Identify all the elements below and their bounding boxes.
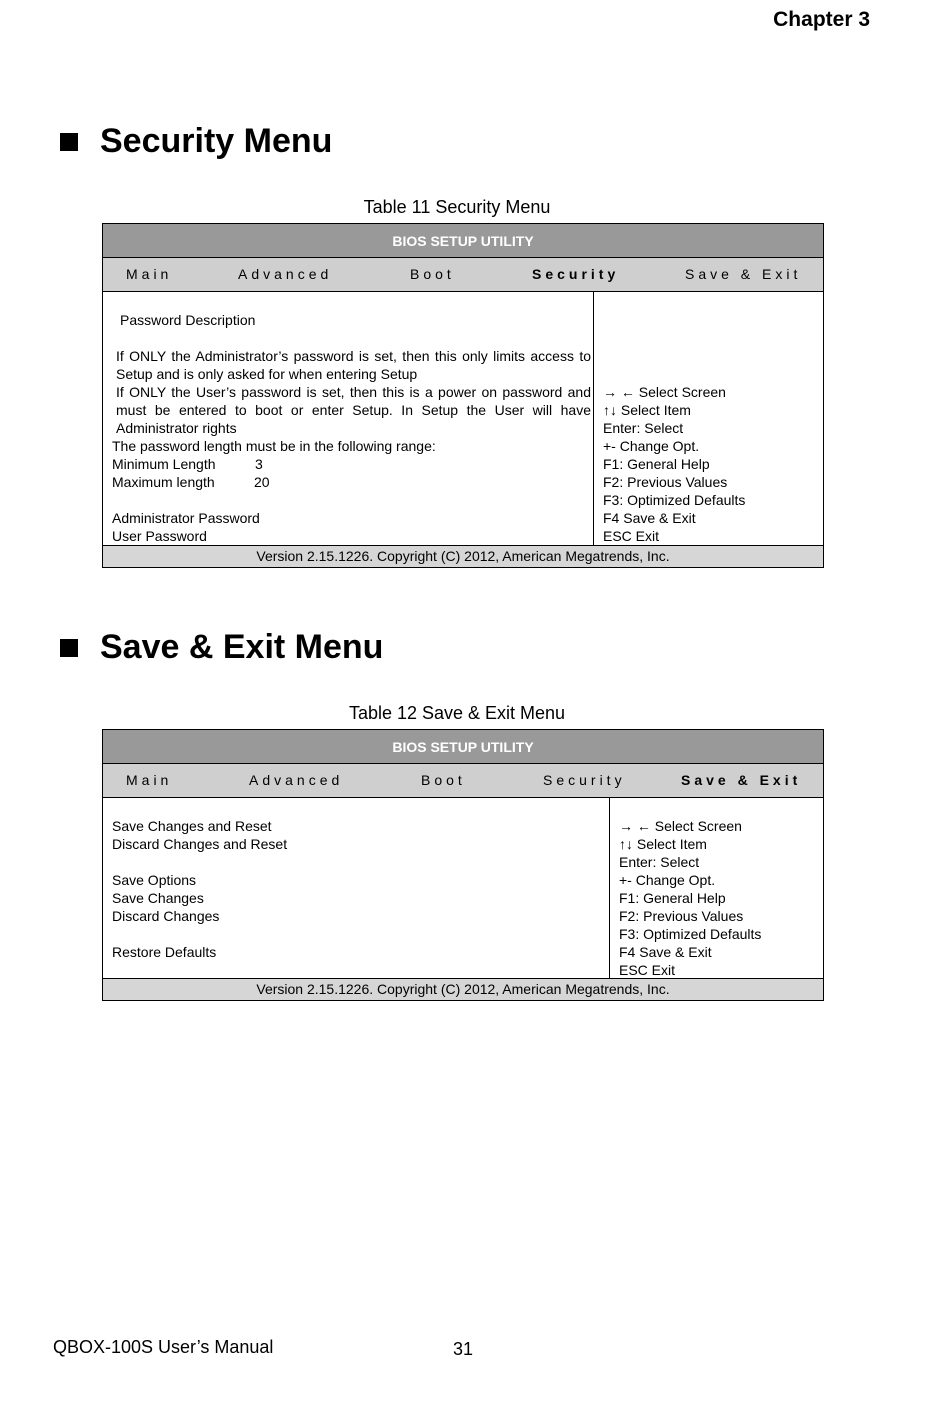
min-length-label: Minimum Length xyxy=(112,456,216,472)
save-exit-body xyxy=(103,798,823,979)
square-bullet-icon xyxy=(60,133,78,151)
help-general-help: F1: General Help xyxy=(619,890,726,906)
password-range-text: The password length must be in the following range: xyxy=(112,438,436,454)
security-bios-table xyxy=(102,223,824,568)
bios-version-footer: Version 2.15.1226. Copyright (C) 2012, American Megatrends, Inc. xyxy=(103,546,823,567)
security-body xyxy=(103,292,823,546)
discard-changes-item[interactable]: Discard Changes xyxy=(112,908,220,924)
tab-advanced[interactable]: Advanced xyxy=(238,266,333,282)
help-select-screen: → ← Select Screen xyxy=(603,384,726,400)
security-table-caption: Table 11 Security Menu xyxy=(363,197,551,217)
help-save-exit: F4 Save & Exit xyxy=(603,510,696,526)
discard-changes-and-reset-item[interactable]: Discard Changes and Reset xyxy=(112,836,288,852)
save-exit-table-caption: Table 12 Save & Exit Menu xyxy=(348,703,566,723)
panel-divider xyxy=(593,292,594,545)
user-password-desc-line2: must be entered to boot or enter Setup. In Setup the User will have xyxy=(116,402,591,418)
bios-title-bar: BIOS SETUP UTILITY xyxy=(103,730,823,764)
help-general-help: F1: General Help xyxy=(603,456,710,472)
help-change-opt: +- Change Opt. xyxy=(603,438,700,454)
save-options-heading: Save Options xyxy=(112,872,197,888)
user-password-desc-line3: Administrator rights xyxy=(116,420,237,436)
help-select-item: ↑↓ Select Item xyxy=(619,836,707,852)
help-enter-select: Enter: Select xyxy=(619,854,700,870)
manual-name: QBOX-100S User’s Manual xyxy=(53,1337,274,1357)
admin-password-desc-line1: If ONLY the Administrator’s password is set, then this only limits access to xyxy=(116,348,591,364)
user-password-item[interactable]: User Password xyxy=(112,528,207,544)
help-save-exit: F4 Save & Exit xyxy=(619,944,712,960)
max-length-label: Maximum length xyxy=(112,474,215,490)
help-optimized-defaults: F3: Optimized Defaults xyxy=(619,926,762,942)
password-description-heading: Password Description xyxy=(120,312,256,328)
help-change-opt: +- Change Opt. xyxy=(619,872,716,888)
security-section-title xyxy=(60,122,332,161)
bios-tab-bar xyxy=(103,764,823,798)
tab-save-exit[interactable]: Save & Exit xyxy=(681,772,802,788)
tab-advanced[interactable]: Advanced xyxy=(249,772,344,788)
page-number: 31 xyxy=(453,1339,474,1359)
bios-tab-bar xyxy=(103,258,823,292)
bios-title-bar: BIOS SETUP UTILITY xyxy=(103,224,823,258)
bios-version-footer: Version 2.15.1226. Copyright (C) 2012, American Megatrends, Inc. xyxy=(103,979,823,1000)
tab-main[interactable]: Main xyxy=(126,772,173,788)
square-bullet-icon xyxy=(60,639,78,657)
save-changes-item[interactable]: Save Changes xyxy=(112,890,204,906)
help-enter-select: Enter: Select xyxy=(603,420,684,436)
save-changes-and-reset-item[interactable]: Save Changes and Reset xyxy=(112,818,272,834)
restore-defaults-item[interactable]: Restore Defaults xyxy=(112,944,217,960)
chapter-heading: Chapter 3 xyxy=(773,8,870,31)
user-password-desc-line1: If ONLY the User’s password is set, then this is a power on password and xyxy=(116,384,591,400)
help-previous-values: F2: Previous Values xyxy=(603,474,728,490)
min-length-value: 3 xyxy=(255,456,263,472)
help-select-screen: → ← Select Screen xyxy=(619,818,742,834)
tab-save-exit[interactable]: Save & Exit xyxy=(685,266,802,282)
tab-main[interactable]: Main xyxy=(126,266,173,282)
tab-security[interactable]: Security xyxy=(543,772,626,788)
save-exit-bios-table xyxy=(102,729,824,1001)
admin-password-desc-line2: Setup and is only asked for when entering Setup xyxy=(116,366,418,382)
tab-boot[interactable]: Boot xyxy=(421,772,466,788)
tab-security[interactable]: Security xyxy=(532,266,620,282)
save-exit-section-title xyxy=(60,628,383,667)
help-select-item: ↑↓ Select Item xyxy=(603,402,691,418)
help-esc-exit: ESC Exit xyxy=(619,962,676,978)
help-optimized-defaults: F3: Optimized Defaults xyxy=(603,492,746,508)
security-title-text: Security Menu xyxy=(100,122,333,160)
panel-divider xyxy=(609,798,610,978)
save-exit-title-text: Save & Exit Menu xyxy=(100,628,384,666)
max-length-value: 20 xyxy=(254,474,270,490)
help-esc-exit: ESC Exit xyxy=(603,528,660,544)
help-previous-values: F2: Previous Values xyxy=(619,908,744,924)
tab-boot[interactable]: Boot xyxy=(410,266,455,282)
administrator-password-item[interactable]: Administrator Password xyxy=(112,510,260,526)
